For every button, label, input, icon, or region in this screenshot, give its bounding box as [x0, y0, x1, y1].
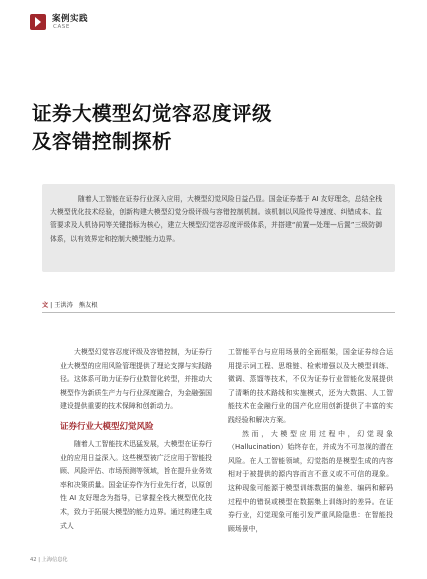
section-sublabel: CASE	[53, 24, 70, 30]
body-column-left	[60, 346, 212, 533]
body-paragraph: 大模型幻觉容忍度评级及容错控制，为证券行业大模型的应用风险管理提供了理论支撑与实践路径。这体系可助力证券行业数智化转型，并推动大模型作为新质生产力与行业深度融合，为金融强国建设提供重要的技术保障和创新动力。	[60, 348, 212, 411]
author-line	[42, 300, 98, 309]
title-line-2: 及容错控制探析	[32, 130, 173, 153]
section-heading: 证券行业大模型幻觉风险	[60, 421, 154, 432]
divider-line	[42, 312, 395, 313]
author-prefix: 文	[42, 302, 49, 309]
body-paragraph: 然而，大模型应用过程中，幻觉现象（Hallucination）始终存在，并成为不可忽视的潜在风险。在人工智能领域，幻觉指的是模型生成的内容相对于被提供的源内容而言不意义或不可信的现象。这种现象可能源于模型训练数据的偏差、编码和解码过程中的错误或模型在数据集上训练时的差异。在证券行业，幻觉现象可能引发严重风险隐患：在智能投顾场景中，	[228, 429, 393, 533]
case-section-icon	[30, 14, 46, 30]
section-label: 案例实践	[52, 14, 89, 24]
divider-bar: |	[48, 302, 55, 309]
title-line-1: 证券大模型幻觉容忍度评级	[32, 102, 273, 125]
body-paragraph: 随着人工智能技术迅猛发展，大模型在证券行业的应用日益深入。这些模型被广泛应用于智能投顾、风险评估、市场预测等领域，旨在提升业务效率和决策质量。国金证券作为行业先行者，以原创性 AI 友好理念为指导，已掌握全栈大模型优化技术，致力于拓展大模型的能力边界。通过构建生成式人	[60, 439, 212, 530]
page-folio: 42 | 上海信息化	[30, 557, 68, 563]
body-column-right	[228, 346, 393, 536]
article-title	[32, 100, 392, 156]
author-names: 王洪涛 熊友根	[54, 302, 98, 309]
abstract-text: 随着人工智能在证券行业深入应用，大模型幻觉风险日益凸显。国金证券基于 AI 友好理念，总结全栈大模型优化技术经验，创新构建大模型幻觉分级评级与容错控制机制。该机制以风险传导速度、纠错成本、监管要求及人机协同等关键指标为核心，建立大模型幻觉容忍度评级体系，并搭建“前置—处理—后置”三级防御体系，以有效界定和控制大模型能力边界。	[50, 195, 382, 243]
body-paragraph: 工智能平台与应用场景的全面框架，国金证券综合运用提示词工程、思维链、检索增强以及大模型训练、微调、蒸馏等技术，不仅为证券行业智能化发展提供了清晰的技术路线和实施模式，还为大数据、人工智能技术在金融行业的国产化应用创新提供了丰富的实践经验和解决方案。	[228, 348, 393, 424]
